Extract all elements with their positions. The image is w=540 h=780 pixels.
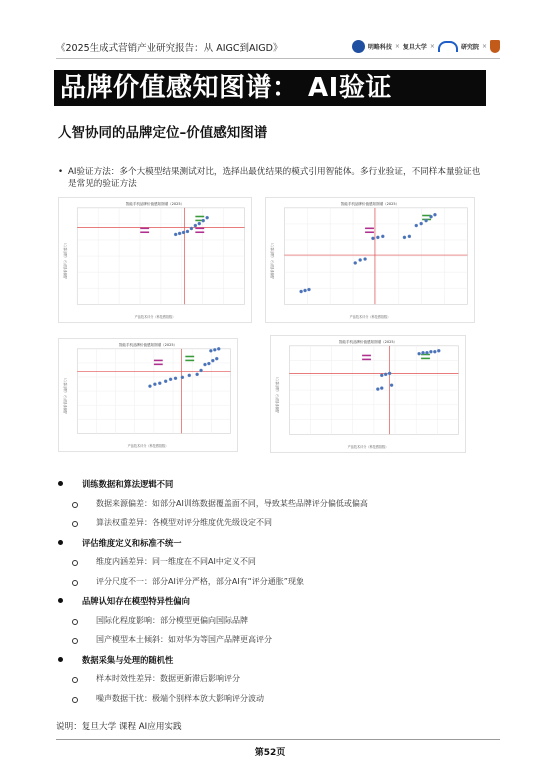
scatter-plot-svg xyxy=(59,198,251,322)
finding-heading xyxy=(58,654,488,674)
finding-item xyxy=(58,673,488,693)
hollow-bullet-icon xyxy=(72,560,78,566)
section-subtitle: 人智协同的品牌定位–价值感知图谱 xyxy=(58,125,268,141)
brand-point xyxy=(300,290,303,293)
brand-point xyxy=(376,236,379,239)
finding-item-text: 样本时效性差异：数据更新滞后影响评分 xyxy=(96,674,240,683)
perception-chart-1 xyxy=(58,197,252,323)
bullet-dot: • xyxy=(58,167,64,177)
chart-title: 智能手机品牌价值感知图谱（2025） xyxy=(118,342,178,347)
partner-logo-1-text: 明略科技 xyxy=(367,43,392,51)
y-axis-label: 品牌价值评分（溢价能力） xyxy=(63,376,68,414)
finding-item-text: 国产模型本土倾斜：如对华为等国产品牌更高评分 xyxy=(96,635,272,644)
brand-point xyxy=(420,222,423,225)
brand-point xyxy=(209,349,212,352)
x-axis-label: 产品技术评分（科技感指数） xyxy=(127,444,169,449)
finding-heading-text: 训练数据和算法逻辑不同 xyxy=(82,479,174,489)
brand-point xyxy=(303,289,306,292)
brand-point xyxy=(199,369,202,372)
filled-bullet-icon xyxy=(58,481,63,486)
separator-x: × xyxy=(394,42,400,50)
partner-logo-4-icon xyxy=(490,40,500,53)
scatter-plot-svg xyxy=(59,339,237,451)
brand-point xyxy=(196,373,199,376)
finding-item xyxy=(58,634,488,654)
filled-bullet-icon xyxy=(58,540,63,545)
brand-point xyxy=(429,215,432,218)
brand-point xyxy=(215,357,218,360)
brand-point xyxy=(418,352,421,355)
brand-point xyxy=(429,350,432,353)
quadrant-label-mark xyxy=(154,360,163,362)
perception-chart-2 xyxy=(265,197,475,323)
finding-item xyxy=(58,615,488,635)
finding-item-text: 算法权重差异：各模型对评分维度优先级设定不同 xyxy=(96,518,272,527)
quadrant-label-mark xyxy=(421,358,430,360)
x-axis-label: 产品技术评分（科技感指数） xyxy=(349,315,391,320)
quadrant-label-mark xyxy=(185,360,194,362)
brand-point xyxy=(158,382,161,385)
finding-heading xyxy=(58,537,488,557)
quadrant-label-mark xyxy=(140,231,149,233)
finding-heading xyxy=(58,595,488,615)
quadrant-label-mark xyxy=(140,228,149,230)
brand-point xyxy=(182,231,185,234)
brand-point xyxy=(403,236,406,239)
perception-chart-4 xyxy=(270,335,466,453)
brand-point xyxy=(164,380,167,383)
footnote: 说明：复旦大学 课程 AI应用实践 xyxy=(56,722,182,732)
brand-point xyxy=(384,373,387,376)
brand-point xyxy=(207,362,210,365)
partner-logos xyxy=(352,38,500,54)
brand-point xyxy=(211,359,214,362)
brand-point xyxy=(425,351,428,354)
scatter-plot-svg xyxy=(271,336,465,452)
chart-title: 智能手机品牌价值感知图谱（2025） xyxy=(125,201,185,206)
brand-point xyxy=(354,261,357,264)
perception-chart-3 xyxy=(58,338,238,452)
brand-point xyxy=(415,224,418,227)
brand-point xyxy=(307,288,310,291)
quadrant-label-mark xyxy=(362,359,371,361)
brand-point xyxy=(190,227,193,230)
finding-item xyxy=(58,498,488,518)
brand-point xyxy=(388,372,391,375)
finding-item xyxy=(58,576,488,596)
finding-heading-text: 评估维度定义和标准不统一 xyxy=(82,537,182,548)
x-axis-label: 产品技术评分（科技感指数） xyxy=(134,315,176,320)
hollow-bullet-icon xyxy=(72,521,78,527)
finding-item-text: 数据来源偏差：如部分AI训练数据覆盖面不同，导致某些品牌评分偏低或偏高 xyxy=(96,498,368,508)
brand-point xyxy=(148,385,151,388)
brand-point xyxy=(188,374,191,377)
brand-point xyxy=(390,384,393,387)
hollow-bullet-icon xyxy=(72,638,78,644)
brand-point xyxy=(174,233,177,236)
page-number: 第52页 xyxy=(254,748,286,758)
brand-point xyxy=(380,387,383,390)
brand-point xyxy=(359,258,362,261)
partner-logo-2-text: 复旦大学 xyxy=(402,43,427,51)
hollow-bullet-icon xyxy=(72,677,78,683)
quadrant-label-mark xyxy=(195,228,204,230)
quadrant-label-mark xyxy=(365,228,374,230)
hollow-bullet-icon xyxy=(72,580,78,586)
separator-x: × xyxy=(429,42,435,50)
brand-point xyxy=(381,235,384,238)
brand-point xyxy=(433,350,436,353)
brand-point xyxy=(186,230,189,233)
finding-heading xyxy=(58,478,488,498)
brand-point xyxy=(217,347,220,350)
intro-bullet xyxy=(58,166,488,190)
brand-point xyxy=(181,376,184,379)
hollow-bullet-icon xyxy=(72,619,78,625)
finding-item-text: 国际化程度影响：部分模型更偏向国际品牌 xyxy=(96,615,248,625)
filled-bullet-icon xyxy=(58,657,63,662)
section-banner: 品牌价值感知图谱： AI验证 xyxy=(54,70,486,106)
separator-x: × xyxy=(481,42,487,50)
quadrant-label-mark xyxy=(154,364,163,366)
quadrant-label-mark xyxy=(195,216,204,218)
brand-point xyxy=(153,383,156,386)
brand-point xyxy=(408,235,411,238)
partner-logo-3-icon xyxy=(438,41,458,52)
brand-point xyxy=(194,224,197,227)
brand-point xyxy=(203,363,206,366)
findings-list xyxy=(58,478,488,712)
finding-item xyxy=(58,556,488,576)
brand-point xyxy=(213,348,216,351)
brand-point xyxy=(174,377,177,380)
x-axis-label: 产品技术评分（科技感指数） xyxy=(347,445,389,450)
header-divider xyxy=(56,58,500,59)
brand-point xyxy=(380,374,383,377)
partner-logo-1-icon xyxy=(352,40,365,53)
brand-point xyxy=(371,237,374,240)
finding-item-text: 评分尺度不一：部分AI评分严格，部分AI有“评分通胀”现象 xyxy=(96,576,304,586)
finding-item xyxy=(58,693,488,713)
hollow-bullet-icon xyxy=(72,502,78,508)
brand-point xyxy=(169,378,172,381)
brand-point xyxy=(421,351,424,354)
y-axis-label: 品牌价值评分（溢价能力） xyxy=(63,241,68,279)
chart-title: 智能手机品牌价值感知图谱（2025） xyxy=(338,339,398,344)
intro-text: AI验证方法：多个大模型结果测试对比，选择出最优结果的模式引用智能体。多行业验证，不同样本量验证也是常见的验证方法 xyxy=(68,167,481,189)
brand-point xyxy=(364,257,367,260)
filled-bullet-icon xyxy=(58,598,63,603)
brand-point xyxy=(202,219,205,222)
brand-point xyxy=(206,216,209,219)
brand-point xyxy=(178,232,181,235)
brand-point xyxy=(376,388,379,391)
hollow-bullet-icon xyxy=(72,697,78,703)
y-axis-label: 品牌价值评分（溢价能力） xyxy=(270,241,275,279)
quadrant-label-mark xyxy=(195,231,204,233)
brand-point xyxy=(425,219,428,222)
brand-point xyxy=(437,349,440,352)
brand-point xyxy=(198,222,201,225)
quadrant-label-mark xyxy=(362,355,371,357)
finding-heading-text: 品牌认知存在模型特异性偏向 xyxy=(82,596,190,606)
report-header-title: 《2025生成式营销产业研究报告：从 AIGC到AIGD》 xyxy=(56,43,283,54)
scatter-plot-svg xyxy=(266,198,474,322)
finding-heading-text: 数据采集与处理的随机性 xyxy=(82,654,174,665)
quadrant-label-mark xyxy=(365,231,374,233)
brand-point xyxy=(433,213,436,216)
finding-item xyxy=(58,517,488,537)
chart-title: 智能手机品牌价值感知图谱（2025） xyxy=(340,201,400,206)
quadrant-label-mark xyxy=(185,356,194,358)
y-axis-label: 品牌价值评分（溢价能力） xyxy=(275,375,280,413)
partner-logo-3-text: 研究院 xyxy=(460,43,479,51)
finding-item-text: 维度内涵差异：同一维度在不同AI中定义不同 xyxy=(96,557,256,566)
finding-item-text: 噪声数据干扰：极端个别样本放大影响评分波动 xyxy=(96,693,264,703)
footer-divider xyxy=(56,739,500,740)
